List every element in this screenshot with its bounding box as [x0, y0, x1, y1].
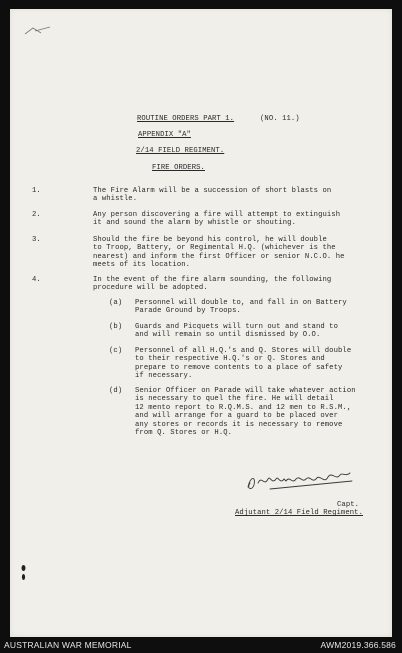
order-number: (NO. 11.) [260, 115, 300, 123]
item-number: 4. [32, 276, 41, 284]
subitem-text [135, 347, 375, 381]
item-line: nearest) and inform the first Officer or senior N.C.O. he [93, 252, 345, 261]
subitem-line: 12 mento report to R.Q.M.S. and 12 men to R.S.M., [135, 403, 352, 412]
item-line: Any person discovering a fire will attempt to extinguish [93, 211, 341, 219]
subitem-label: (c) [109, 347, 123, 355]
pencil-mark [23, 25, 53, 37]
subitem-line: is necessary to quel the fire. He will detail [135, 395, 334, 404]
item-line: to Troop, Battery, or Regimental H.Q. (whichever is the [93, 244, 336, 253]
subitem-line: Guards and Picquets will turn out and stand to [135, 323, 339, 331]
item-number: 1. [32, 187, 41, 195]
subitem-label: (a) [109, 299, 123, 307]
item-line: Should the fire be beyond his control, he will double [93, 236, 327, 244]
appendix-label: APPENDIX "A" [138, 131, 191, 139]
subitem-label: (b) [109, 323, 123, 331]
item-number: 2. [32, 211, 41, 219]
subitem-line: Senior Officer on Parade will take whatever action [135, 387, 356, 395]
handwritten-signature [242, 463, 362, 497]
signature-rank: Capt. [337, 501, 360, 509]
item-line: meets of its location. [93, 261, 191, 270]
item-text [93, 276, 371, 293]
subitem-label: (d) [109, 387, 123, 395]
subitem-line: if necessary. [135, 372, 193, 381]
subitem-text [135, 299, 375, 316]
subitem-line: prepare to remove contents to a place of safety [135, 363, 343, 372]
item-line: The Fire Alarm will be a succession of short blasts on [93, 187, 332, 195]
signature-title: Adjutant 2/14 Field Regiment. [235, 509, 363, 517]
subitem-line: Personnel of all H.Q.'s and Q. Stores will double [135, 347, 352, 355]
item-line: a whistle. [93, 195, 138, 204]
item-line: In the event of the fire alarm sounding, the following [93, 276, 332, 284]
subitem-line: and will arrange for a guard to be placed over [135, 412, 339, 421]
item-line: procedure will be adopted. [93, 284, 208, 293]
footer-accession-id: AWM2019.366.586 [320, 640, 396, 650]
subitem-line: Parade Ground by Troops. [135, 307, 241, 316]
item-text [93, 187, 371, 204]
routine-orders-title: ROUTINE ORDERS PART 1. [137, 115, 235, 123]
subitem-text [135, 323, 375, 340]
subitem-text [135, 387, 375, 437]
subitem-line: and will remain so until dismissed by O.O. [135, 331, 321, 340]
subitem-line: any stores or records it is necessary to remove [135, 420, 343, 429]
item-line: it and sound the alarm by whistle or shouting. [93, 219, 297, 228]
subitem-line: Personnel will double to, and fall in on Battery [135, 299, 347, 307]
item-text [93, 211, 371, 228]
item-number: 3. [32, 236, 41, 244]
document-page [10, 9, 392, 637]
item-text [93, 236, 371, 270]
regiment-name: 2/14 FIELD REGIMENT. [136, 147, 225, 155]
fire-orders-title: FIRE ORDERS. [152, 164, 205, 172]
footer-institution: AUSTRALIAN WAR MEMORIAL [4, 640, 132, 650]
subitem-line: to their respective H.Q.'s or Q. Stores and [135, 355, 325, 364]
subitem-line: from Q. Stores or H.Q. [135, 429, 233, 438]
punch-hole-mark [21, 562, 26, 582]
